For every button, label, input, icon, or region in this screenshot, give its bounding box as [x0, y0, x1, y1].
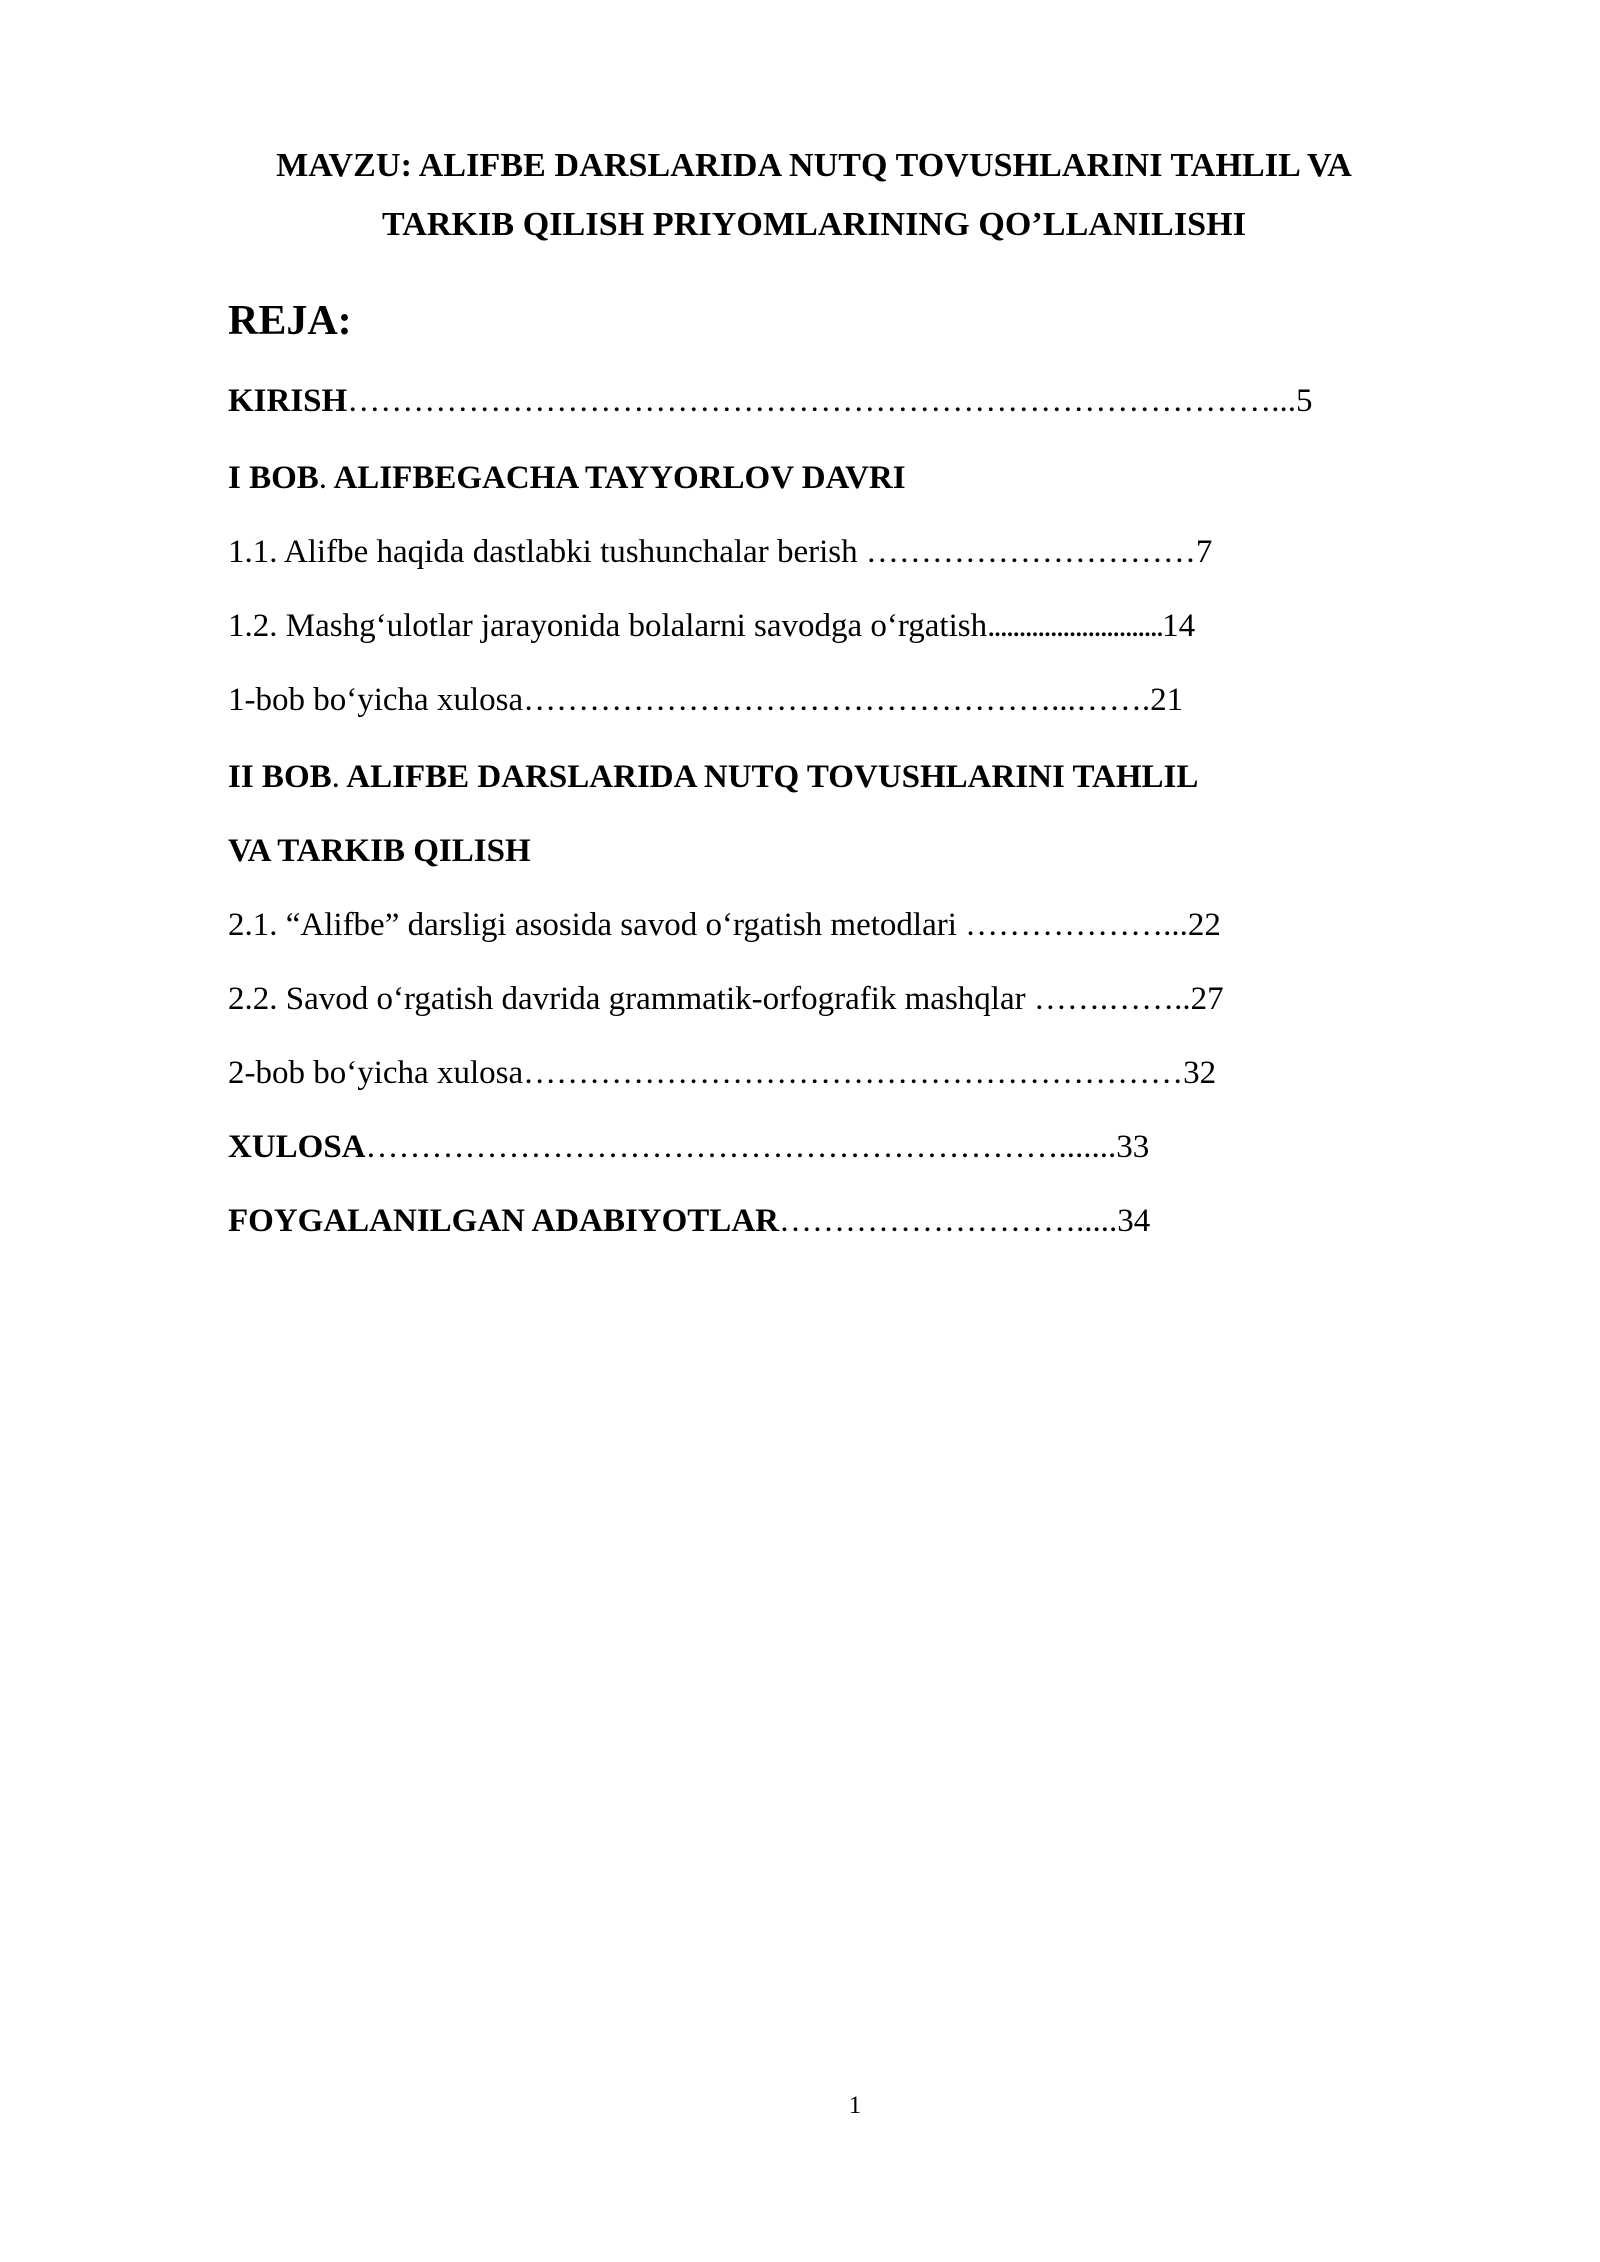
toc-chapter-heading-1[interactable] [228, 418, 1400, 495]
page-footer [0, 2093, 1600, 2118]
toc-entry-leader: …….…….. [1033, 980, 1191, 1017]
document-title-line-2: TARKIB QILISH PRIYOMLARINING QO’LLANILISHI [381, 205, 1247, 243]
chapter-title-continuation: VA TARKIB QILISH [228, 832, 531, 869]
toc-entry-page-number: 7 [1195, 533, 1213, 570]
toc-entry-label: XULOSA [228, 1128, 366, 1165]
toc-entry-page-number: 33 [1116, 1128, 1150, 1165]
toc-entry-page-number: 27 [1190, 980, 1224, 1017]
toc-entry-leader: ………………………… [865, 533, 1196, 570]
toc-entry-chapter-2-summary[interactable] [228, 1016, 1400, 1090]
document-title [228, 0, 1400, 250]
page-content [228, 0, 1400, 1238]
toc-entry-page-number: 21 [1150, 681, 1184, 718]
toc-entry-1-1[interactable] [228, 495, 1400, 569]
plan-heading: REJA: [228, 298, 352, 345]
toc-entry-chapter-1-summary[interactable] [228, 643, 1400, 717]
toc-entry-label: 2-bob boʻyicha xulosa [228, 1054, 524, 1091]
toc-entry-leader: ............................ [987, 607, 1163, 644]
toc-entry-page-number: 14 [1162, 607, 1196, 644]
toc-entry-leader: ………………………..... [778, 1202, 1118, 1239]
toc-chapter-heading-2-continuation[interactable] [228, 794, 1400, 868]
toc-entry-leader: …………………………………………………………………………... [347, 382, 1296, 419]
table-of-contents [228, 349, 1400, 1238]
toc-entry-label: KIRISH [228, 382, 348, 419]
chapter-title: ALIFBEGACHA TAYYORLOV DAVRI [327, 459, 906, 496]
toc-entry-label: 2.1. “Alifbe” darsligi asosida savod oʻrgatish metodlari [228, 906, 966, 943]
toc-entry-1-2[interactable] [228, 569, 1400, 643]
chapter-number: I BOB [228, 459, 319, 496]
toc-entry-label: FOYGALANILGAN ADABIYOTLAR [228, 1202, 779, 1239]
toc-entry-leader: ………………... [965, 906, 1188, 943]
toc-entry-2-1[interactable] [228, 868, 1400, 942]
chapter-title: ALIFBE DARSLARIDA NUTQ TOVUSHLARINI TAHLIL [339, 758, 1199, 795]
toc-entry-label: 2.2. Savod oʻrgatish davrida grammatik-orfografik mashqlar [228, 980, 1034, 1017]
toc-entry-xulosa[interactable] [228, 1090, 1400, 1164]
toc-entry-references[interactable] [228, 1164, 1400, 1238]
toc-entry-kirish[interactable] [228, 349, 1400, 418]
chapter-number: II BOB [228, 758, 332, 795]
chapter-separator: . [318, 459, 328, 496]
toc-chapter-heading-2[interactable] [228, 717, 1400, 794]
toc-entry-label: 1-bob boʻyicha xulosa [228, 681, 524, 718]
toc-entry-page-number: 32 [1183, 1054, 1217, 1091]
toc-entry-leader: …………………………………………………… [523, 1054, 1184, 1091]
toc-entry-label: 1.2. Mashgʻulotlar jarayonida bolalarni savodga oʻrgatish [228, 607, 988, 644]
toc-entry-2-2[interactable] [228, 942, 1400, 1016]
document-title-line-1: MAVZU: ALIFBE DARSLARIDA NUTQ TOVUSHLARINI TAHLIL VA [276, 147, 1352, 184]
toc-entry-label: 1.1. Alifbe haqida dastlabki tushunchalar berish [228, 533, 866, 570]
toc-entry-leader: ………………………………………………………....... [365, 1128, 1117, 1165]
toc-entry-leader: …………………………………………...……. [523, 681, 1151, 718]
footer-page-number: 1 [848, 2092, 862, 2119]
toc-entry-page-number: 22 [1187, 906, 1221, 943]
chapter-separator: . [331, 758, 340, 795]
toc-entry-page-number: 5 [1295, 382, 1313, 419]
toc-entry-page-number: 34 [1117, 1202, 1151, 1239]
